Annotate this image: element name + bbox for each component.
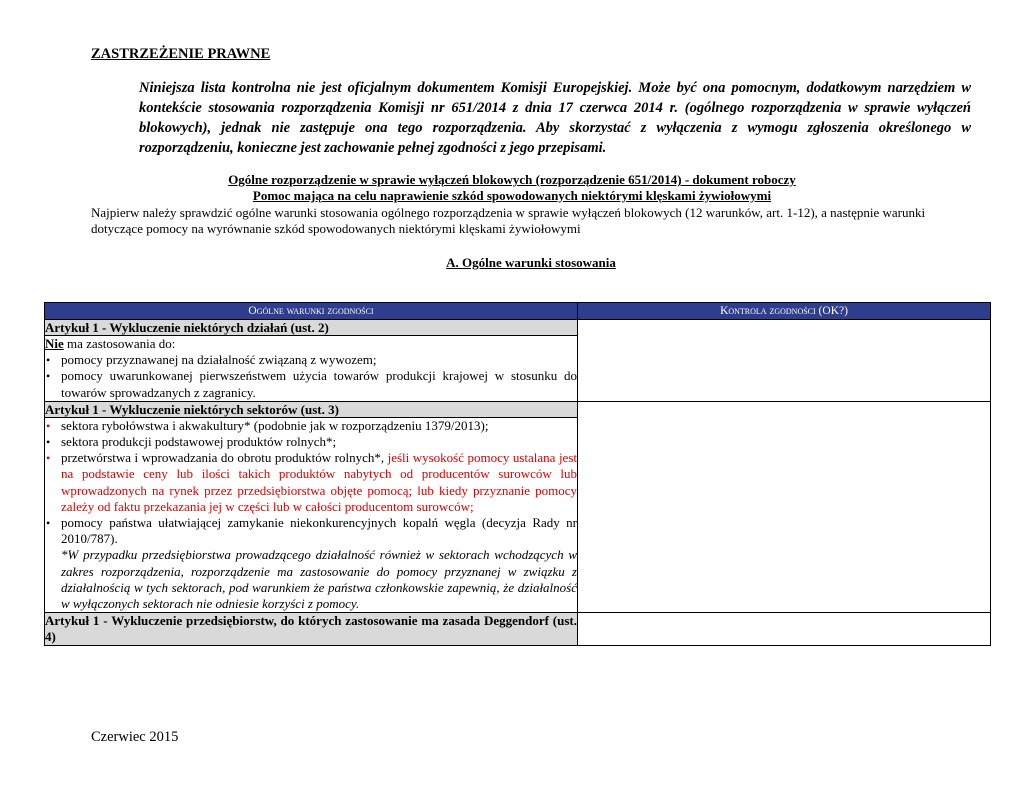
bullet-icon: • [46,516,51,531]
bullet-icon: • [46,451,51,466]
list-item [45,450,577,515]
list-item [45,352,577,368]
list-item [45,515,577,547]
check-cell-1-3[interactable] [578,401,991,612]
bullet-icon: • [46,369,51,384]
intro-paragraph: Najpierw należy sprawdzić ogólne warunki stosowania ogólnego rozporządzenia w sprawie wyłączeń blokowych (12 warunków, art. 1-12), a następnie warunki dotyczące pomocy na wyrównanie szkód spowodowanych niektórymi klęskami żywiołowymi [91,205,926,236]
article-content-1-3 [45,417,578,612]
list-item-text: pomocy przyznawanej na działalność związaną z wywozem; [61,352,377,368]
lead-rest: ma zastosowania do: [63,336,176,351]
list-item-text: pomocy państwa ułatwiającej zamykanie niekonkurencyjnych kopalń węgla (decyzja Rady nr 2010/787). [61,515,577,547]
footer-date: Czerwiec 2015 [91,729,179,745]
list-item-text: przetwórstwa i wprowadzania do obrotu produktów rolnych*, [61,450,388,466]
column-header-check: Kontrola zgodności (OK?) [578,303,991,320]
disclaimer-body: Niniejsza lista kontrolna nie jest oficjalnym dokumentem Komisji Europejskiej. Może być ona pomocnym, dodatkowym narzędziem w kontekście stosowania rozporządzenia Komisji nr 651/2014 z dnia 17 czerwca 2014 r. (ogólnego rozporządzenia w sprawie wyłączeń blokowych), jednak nie zastępuje ona tego rozporządzenia. Aby skorzystać z wyłączenia z wymogu zgłoszenia określonego w rozporządzeniu, konieczne jest zachowanie pełnej zgodności z jego przepisami. [139,80,971,156]
compliance-table [44,302,991,646]
bullet-icon: • [46,418,51,433]
bullet-icon: • [46,435,51,450]
bullet-icon: • [46,353,51,368]
article-content-1-2 [45,336,578,402]
nie-word: Nie [45,336,64,351]
list-item-text: sektora produkcji podstawowej produktów rolnych*; [61,434,337,450]
list-item [45,368,577,400]
disclaimer-title: ZASTRZEŻENIE PRAWNE [91,46,271,62]
column-header-conditions: Ogólne warunki zgodności [45,303,578,320]
list-item-text: sektora rybołówstwa i akwakultury* (podobnie jak w rozporządzeniu 1379/2013); [61,417,489,433]
article-heading-1-2: Artykuł 1 - Wykluczenie niektórych działań (ust. 2) [45,320,578,336]
article-heading-1-4: Artykuł 1 - Wykluczenie przedsiębiorstw, do których zastosowanie ma zasada Deggendorf (ust. 4) [45,613,577,645]
list-item [45,418,577,434]
check-cell-1-4[interactable] [578,613,991,646]
list-item [45,434,577,450]
document-title: Ogólne rozporządzenie w sprawie wyłączeń blokowych (rozporządzenie 651/2014) - dokument roboczy [228,172,796,187]
list-item-text: pomocy uwarunkowanej pierwszeństwem użycia towarów produkcji krajowej w stosunku do towarów sprowadzanych z zagranicy. [61,368,577,400]
footnote: *W przypadku przedsiębiorstwa prowadzącego działalność również w sektorach wchodzących w zakres rozporządzenia, rozporządzenie ma zastosowanie do pomocy przyznanej w związku z działalnością w tych sektorach, pod warunkiem że państwa członkowskie zapewnią, że działalność w wyłączonych sektorach nie odniesie korzyści z pomocy. [61,547,577,612]
section-title: A. Ogólne warunki stosowania [446,255,616,270]
lead-text [45,336,577,352]
check-cell-1-2[interactable] [578,320,991,402]
list-item-red-text: jeśli wysokość pomocy ustalana jest na podstawie ceny lub ilości takich produktów nabytych od producentów surowców lub wprowadzonych na rynek przez przedsiębiorstwa objęte pomocą; lub kiedy przyznanie pomocy zależy od faktu przekazania jej w części lub w całości producentom surowców; [61,450,577,514]
article-heading-1-3: Artykuł 1 - Wykluczenie niektórych sektorów (ust. 3) [45,401,578,417]
document-subtitle: Pomoc mająca na celu naprawienie szkód spowodowanych niektórymi klęskami żywiołowymi [252,188,772,203]
